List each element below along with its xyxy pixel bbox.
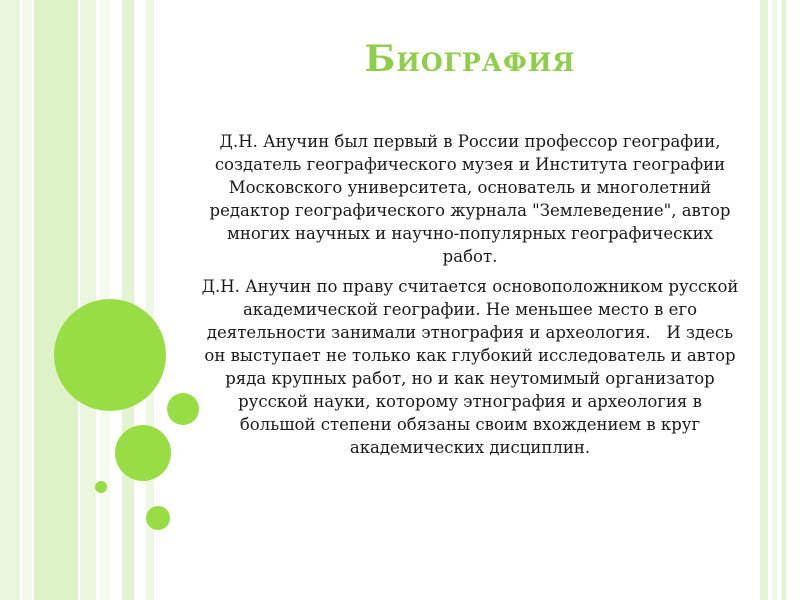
stripe <box>80 0 96 600</box>
circle-tiny <box>95 481 107 493</box>
circle-small <box>167 393 199 425</box>
stripe <box>772 0 777 600</box>
circle-medium <box>115 425 171 481</box>
circle-large <box>54 299 166 411</box>
stripe <box>760 0 768 600</box>
paragraph: Д.Н. Анучин был первый в России профессор географии, создатель географического музея и Института географии Московского университета, основатель и многолетний редактор географического журнала "Землеведение", автор многих научных и научно-популярных географических работ. <box>209 132 736 266</box>
stripe <box>34 0 78 600</box>
stripe <box>782 0 786 600</box>
circle-small <box>146 506 170 530</box>
paragraph: Д.Н. Анучин по праву считается основоположником русской академической географии. Не меньшее место в его деятельности занимали этнография и археология. И здесь он выступает не только как глубокий исследователь и автор ряда крупных работ, но и как неутомимый организатор русской науки, которому этнография и археология в большой степени обязаны своим вхождением в круг академических дисциплин. <box>201 277 744 457</box>
stripe <box>0 0 20 600</box>
stripe <box>22 0 32 600</box>
slide-title: Биография <box>364 38 576 80</box>
slide-body <box>200 130 744 466</box>
